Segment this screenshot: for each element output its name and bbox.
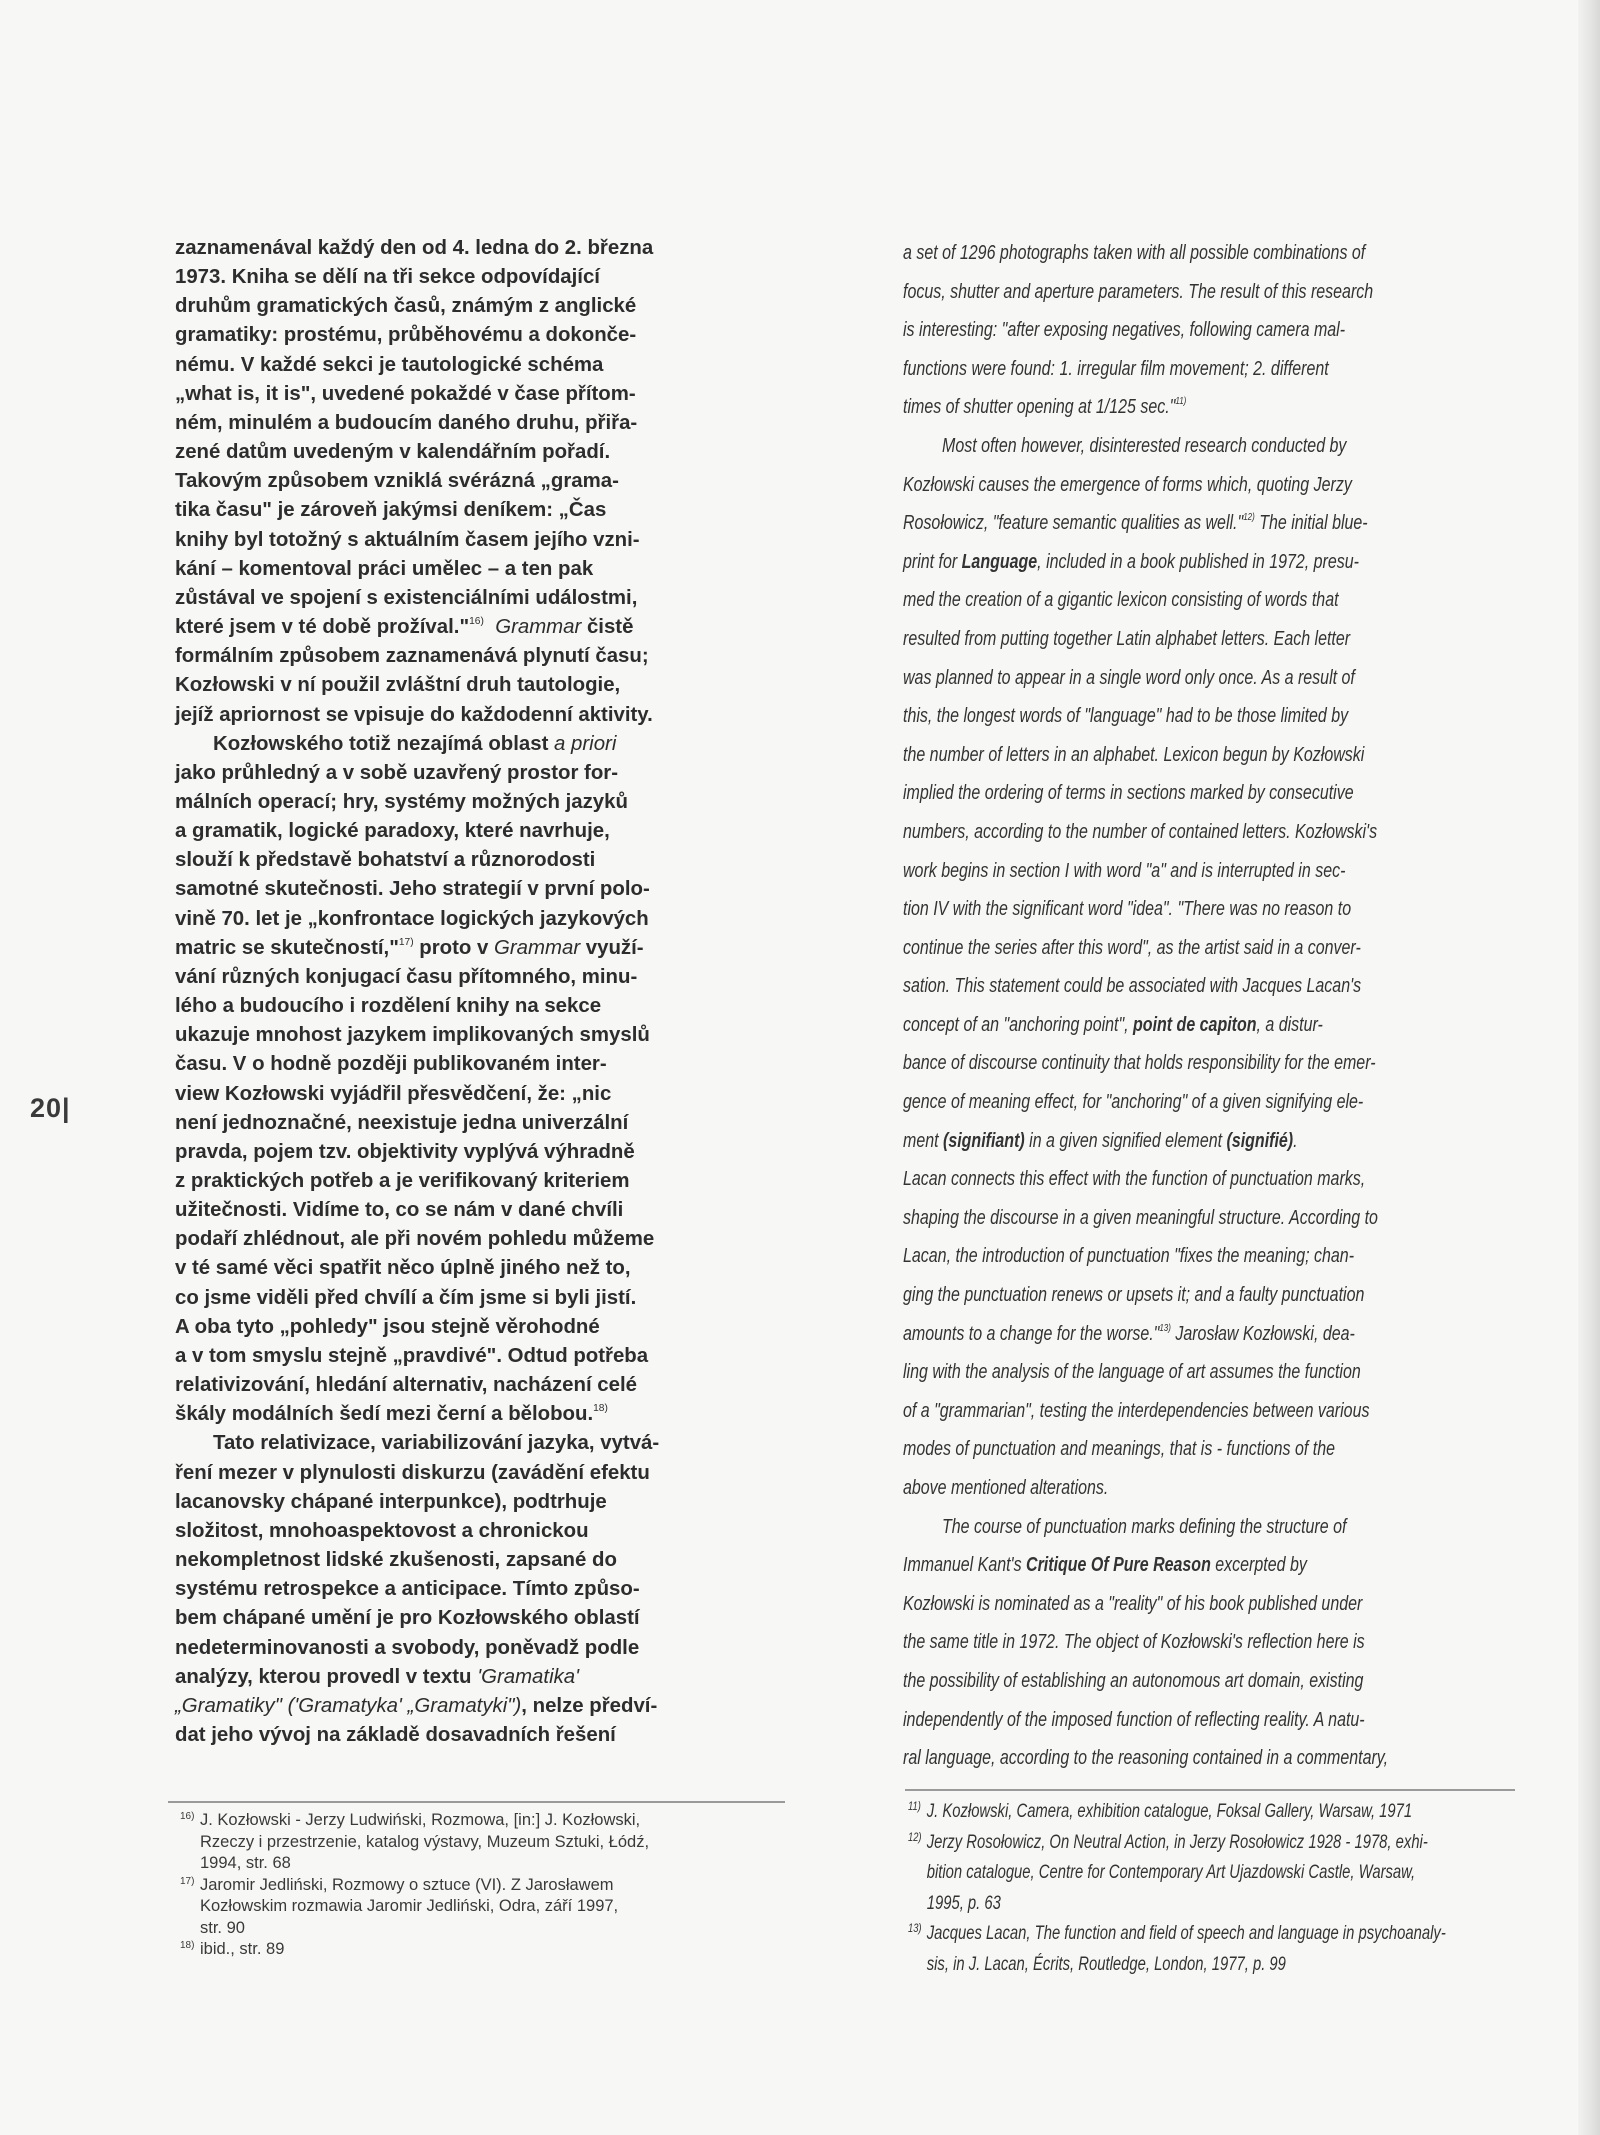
text-line: Tato relativizace, variabilizování jazyka, vytvá- <box>213 1432 660 1455</box>
text-line: systému retrospekce a anticipace. Tímto způso- <box>175 1578 640 1601</box>
italic-title: „Gramatiky" ('Gramatyka' „Gramatyki") <box>175 1694 522 1717</box>
text-line: tika času" je zároveň jakýmsi deníkem: „Čas <box>175 499 607 522</box>
text-line <box>903 1122 1383 1161</box>
footnotes-left <box>180 1810 780 1961</box>
footnote-divider-left <box>168 1801 785 1803</box>
text-line: resulted from putting together Latin alphabet letters. Each letter <box>903 626 1351 650</box>
term-signifie: (signifié) <box>1226 1128 1294 1152</box>
text-line: ral language, according to the reasoning contained in a commentary, <box>903 1746 1389 1770</box>
text-line: sation. This statement could be associated with Jacques Lacan's <box>903 974 1362 998</box>
footnote-mark: 11) <box>908 1799 921 1813</box>
text-line: bance of discourse continuity that holds responsibility for the emer- <box>903 1051 1376 1075</box>
work-title-language: Language <box>961 549 1038 573</box>
text-run: Kozłowského totiž nezajímá oblast <box>213 732 555 755</box>
text-run: , a distur- <box>1256 1012 1323 1036</box>
text-line: the number of letters in an alphabet. Lexicon begun by Kozłowski <box>903 742 1365 766</box>
footnote-line: J. Kozłowski, Camera, exhibition catalogue, Foksal Gallery, Warsaw, 1971 <box>926 1801 1413 1822</box>
text-line: tion IV with the significant word "idea". "There was no reason to <box>903 897 1352 921</box>
footnote-ref-16[interactable]: 16) <box>469 615 484 627</box>
text-line <box>903 504 1383 543</box>
text-line: kání – komentoval práci umělec – a ten pak <box>175 557 594 580</box>
italic-title: 'Gramatika' <box>477 1665 580 1688</box>
page-number-bar: | <box>62 1093 71 1123</box>
paragraph-2 <box>175 730 780 1430</box>
footnote-ref-17[interactable]: 17) <box>398 936 414 948</box>
page-number <box>30 1093 71 1124</box>
footnote-line: Jacques Lacan, The function and field of speech and language in psychoanaly- <box>926 1923 1446 1944</box>
text-line: slouží k představě bohatství a různorodosti <box>175 849 596 872</box>
footnote-18 <box>180 1939 780 1961</box>
text-line: druhům gramatických časů, známým z anglické <box>175 295 637 318</box>
footnote-11 <box>908 1797 1509 1828</box>
footnote-ref-18[interactable]: 18) <box>593 1403 608 1415</box>
paragraph-3 <box>175 1429 780 1750</box>
text-line <box>175 613 780 642</box>
text-run: , included in a book published in 1972, presu- <box>1037 549 1359 573</box>
right-column-text <box>903 234 1389 1778</box>
text-line: a gramatik, logické paradoxy, které navrhuje, <box>175 820 610 843</box>
text-line: lacanovsky chápané interpunkce), podtrhuje <box>175 1490 607 1513</box>
text-line: Kozłowski causes the emergence of forms which, quoting Jerzy <box>903 472 1352 496</box>
text-line: zené datům uvedeným v kalendářním pořadí. <box>175 441 611 464</box>
text-run: , nelze předví- <box>521 1694 658 1717</box>
footnote-ref-11[interactable]: 11) <box>1175 396 1187 408</box>
text-line: the same title in 1972. The object of Kozłowski's reflection here is <box>903 1630 1365 1654</box>
text-line <box>903 543 1383 582</box>
text-line: složitost, mnohoaspektovost a chronickou <box>175 1519 589 1542</box>
text-run: analýzy, kterou provedl v textu <box>175 1665 478 1688</box>
footnote-line: sis, in J. Lacan, Écrits, Routledge, London, 1977, p. 99 <box>926 1953 1286 1975</box>
text-run: čistě <box>581 616 634 639</box>
title-grammar: Grammar <box>495 616 582 639</box>
text-line: v té samé věci spatřit něco úplně jiného než to, <box>175 1257 631 1280</box>
text-run: matric se skutečností," <box>175 936 399 959</box>
footnote-line: Kozłowskim rozmawia Jaromir Jedliński, Odra, září 1997, <box>200 1897 619 1915</box>
text-run: využí- <box>580 936 644 959</box>
text-run: Rosołowicz, "feature semantic qualities as well." <box>903 511 1244 535</box>
footnote-16 <box>180 1810 780 1875</box>
text-run: The initial blue- <box>1254 511 1368 535</box>
text-line: Lacan, the introduction of punctuation "fixes the meaning; chan- <box>903 1244 1355 1268</box>
text-line: ření mezer v plynulosti diskurzu (zavádění efektu <box>175 1461 650 1484</box>
text-line: vině 70. let je „konfrontace logických jazykových <box>175 907 649 930</box>
text-run: amounts to a change for the worse." <box>903 1321 1160 1345</box>
footnote-ref-13[interactable]: 13) <box>1159 1322 1171 1334</box>
footnote-mark: 12) <box>908 1829 922 1844</box>
text-line: independently of the imposed function of reflecting reality. A natu- <box>903 1707 1365 1731</box>
text-line: The course of punctuation marks defining the structure of <box>942 1514 1347 1538</box>
text-line: continue the series after this word", as the artist said in a conver- <box>903 935 1361 959</box>
term-point-de-capiton: point de capiton <box>1133 1012 1257 1036</box>
paragraph-3 <box>903 1508 1389 1778</box>
text-line: 1973. Kniha se dělí na tři sekce odpovídající <box>175 266 600 289</box>
text-run: times of shutter opening at 1/125 sec." <box>903 395 1176 419</box>
text-line: užitečnosti. Vidíme to, co se nám v dané chvíli <box>175 1199 624 1222</box>
footnote-13 <box>908 1919 1509 1980</box>
text-line: zaznamenával každý den od 4. ledna do 2. března <box>175 237 654 259</box>
footnote-line: 1995, p. 63 <box>926 1892 1001 1914</box>
text-line: co jsme viděli před chvílí a čím jsme si byli jistí. <box>175 1286 637 1309</box>
text-line: knihy byl totožný s aktuálním časem jejího vzni- <box>175 528 640 551</box>
text-line: dat jeho vývoj na základě dosavadních řešení <box>175 1723 616 1746</box>
footnote-line: Jerzy Rosołowicz, On Neutral Action, in Jerzy Rosołowicz 1928 - 1978, exhi- <box>926 1831 1428 1853</box>
text-line: of a "grammarian", testing the interdependencies between various <box>903 1398 1370 1422</box>
paragraph-1 <box>903 234 1383 427</box>
text-line: podaří zhlédnout, ale při novém pohledu můžeme <box>175 1228 655 1251</box>
text-line: a set of 1296 photographs taken with all possible combinations of <box>903 241 1366 264</box>
text-line: lého a budoucího i rozdělení knihy na sekce <box>175 995 602 1018</box>
footnote-mark: 17) <box>180 1875 195 1887</box>
text-line <box>175 934 780 963</box>
text-line <box>175 730 780 759</box>
text-run: print for <box>903 549 962 573</box>
footnotes-right <box>908 1797 1509 1980</box>
footnote-mark: 13) <box>908 1921 922 1935</box>
text-line: Kozłowski v ní použil zvláštní druh tautologie, <box>175 674 621 697</box>
text-line: above mentioned alterations. <box>903 1476 1109 1499</box>
text-line: implied the ordering of terms in sections marked by consecutive <box>903 781 1354 805</box>
text-line <box>175 1692 780 1721</box>
text-line: this, the longest words of "language" had to be those limited by <box>903 704 1349 728</box>
footnote-line: bition catalogue, Centre for Contemporary Art Ujazdowski Castle, Warsaw, <box>926 1862 1416 1883</box>
text-line: functions were found: 1. irregular film movement; 2. different <box>903 356 1329 380</box>
footnote-divider-right <box>905 1789 1515 1791</box>
footnote-17 <box>180 1875 780 1940</box>
text-run: Immanuel Kant's <box>903 1553 1027 1577</box>
text-line <box>175 1400 780 1429</box>
footnote-line: J. Kozłowski - Jerzy Ludwiński, Rozmowa, [in:] J. Kozłowski, <box>200 1811 641 1829</box>
text-line: relativizování, hledání alternativ, nacházení celé <box>175 1374 637 1397</box>
text-line: z praktických potřeb a je verifikovaný kriteriem <box>175 1170 630 1192</box>
text-line: Lacan connects this effect with the function of punctuation marks, <box>903 1167 1366 1191</box>
text-line: pravda, pojem tzv. objektivity vyplývá výhradně <box>175 1140 635 1163</box>
text-line: modes of punctuation and meanings, that is - functions of the <box>903 1437 1335 1461</box>
footnote-mark: 18) <box>180 1940 195 1951</box>
text-line: formálním způsobem zaznamenává plynutí času; <box>175 645 649 668</box>
text-line: shaping the discourse in a given meaningful structure. According to <box>903 1205 1378 1229</box>
footnote-line: ibid., str. 89 <box>200 1940 285 1958</box>
text-line: zůstával ve spojení s existenciálními událostmi, <box>175 586 638 609</box>
text-run: škály modálních šedí mezi černí a bělobou. <box>175 1403 594 1426</box>
text-line: „what is, it is", uvedené pokaždé v čase přítom- <box>175 382 636 405</box>
text-line: samotné skutečnosti. Jeho strategií v první polo- <box>175 878 650 901</box>
text-line: med the creation of a gigantic lexicon consisting of words that <box>903 588 1339 612</box>
text-line: gramatiky: prostému, průběhovému a dokonče- <box>175 324 637 347</box>
text-line <box>903 1315 1383 1354</box>
page-number-value: 20 <box>30 1093 63 1123</box>
page-edge-shadow <box>1578 0 1600 2135</box>
text-line: Takovým způsobem vzniklá svérázná „grama- <box>175 470 619 493</box>
text-line: není jednoznačné, neexistuje jedna univerzální <box>175 1111 629 1134</box>
text-run: proto v <box>413 936 495 959</box>
text-line: nedeterminovanosti a svobody, poněvadž podle <box>175 1636 640 1659</box>
text-line: A oba tyto „pohledy" jsou stejně věrohodné <box>175 1315 600 1338</box>
text-line <box>903 1006 1383 1045</box>
text-line: ging the punctuation renews or upsets it; and a faulty punctuation <box>903 1283 1365 1307</box>
text-line: is interesting: "after exposing negatives, following camera mal- <box>903 318 1346 342</box>
text-line: málních operací; hry, systémy možných jazyků <box>175 790 628 813</box>
text-line: jejíž apriornost se vpisuje do každodenní aktivity. <box>175 703 653 726</box>
footnote-line: str. 90 <box>200 1918 245 1937</box>
text-line: vání různých konjugací času přítomného, minu- <box>175 965 638 988</box>
text-line: bem chápané umění je pro Kozłowského oblastí <box>175 1607 640 1630</box>
footnote-mark: 16) <box>180 1811 195 1822</box>
term-signifiant: (signifiant) <box>942 1128 1025 1152</box>
text-run: Jarosław Kozłowski, dea- <box>1170 1321 1355 1345</box>
text-line: work begins in section I with word "a" and is interrupted in sec- <box>903 858 1346 882</box>
text-run: in a given signified element <box>1024 1128 1227 1152</box>
text-line: was planned to appear in a single word only once. As a result of <box>903 665 1355 689</box>
footnote-line: Jaromir Jedliński, Rozmowy o sztuce (VI). Z Jarosławem <box>200 1875 614 1894</box>
text-run: které jsem v té době prožíval." <box>175 616 470 639</box>
text-line: view Kozłowski vyjádřil přesvědčení, že: „nic <box>175 1082 612 1105</box>
text-run: . <box>1293 1128 1298 1152</box>
text-line: ling with the analysis of the language of art assumes the function <box>903 1360 1361 1384</box>
text-line: gence of meaning effect, for "anchoring" of a given signifying ele- <box>903 1090 1364 1114</box>
paragraph-2 <box>903 427 1383 1508</box>
text-run: excerpted by <box>1210 1553 1307 1577</box>
footnote-line: Rzeczy i przestrzenie, katalog výstavy, Muzeum Sztuki, Łódź, <box>200 1832 650 1851</box>
text-run: concept of an "anchoring point", <box>903 1012 1134 1036</box>
text-line: focus, shutter and aperture parameters. The result of this research <box>903 279 1374 303</box>
text-line <box>175 1663 780 1692</box>
left-column-text <box>175 234 780 1750</box>
text-line: jako průhledný a v sobě uzavřený prostor for- <box>175 761 619 784</box>
title-grammar: Grammar <box>494 936 581 959</box>
text-line: ukazuje mnohost jazykem implikovaných smyslů <box>175 1024 650 1047</box>
footnote-ref-12[interactable]: 12) <box>1243 511 1255 523</box>
text-run: ment <box>903 1128 943 1152</box>
text-line <box>903 388 1383 427</box>
text-line: Kozłowski is nominated as a "reality" of his book published under <box>903 1591 1363 1615</box>
text-line: nekompletnost lidské zkušenosti, zapsané do <box>175 1549 617 1572</box>
text-line: času. V o hodně později publikovaném inter- <box>175 1053 607 1076</box>
italic-term: a priori <box>554 732 617 755</box>
text-line: a v tom smyslu stejně „pravdivé". Odtud potřeba <box>175 1344 649 1367</box>
work-title-critique: Critique Of Pure Reason <box>1026 1553 1211 1577</box>
text-line: ném, minulém a budoucím daného druhu, přiřa- <box>175 411 638 434</box>
text-line <box>903 1546 1383 1585</box>
text-line: the possibility of establishing an autonomous art domain, existing <box>903 1668 1364 1692</box>
footnote-12 <box>908 1828 1509 1920</box>
text-line: nému. V každé sekci je tautologické schéma <box>175 353 604 376</box>
text-line: Most often however, disinterested research conducted by <box>942 433 1347 457</box>
paragraph-1 <box>175 234 780 730</box>
footnote-line: 1994, str. 68 <box>200 1854 291 1872</box>
text-line: numbers, according to the number of contained letters. Kozłowski's <box>903 819 1378 843</box>
